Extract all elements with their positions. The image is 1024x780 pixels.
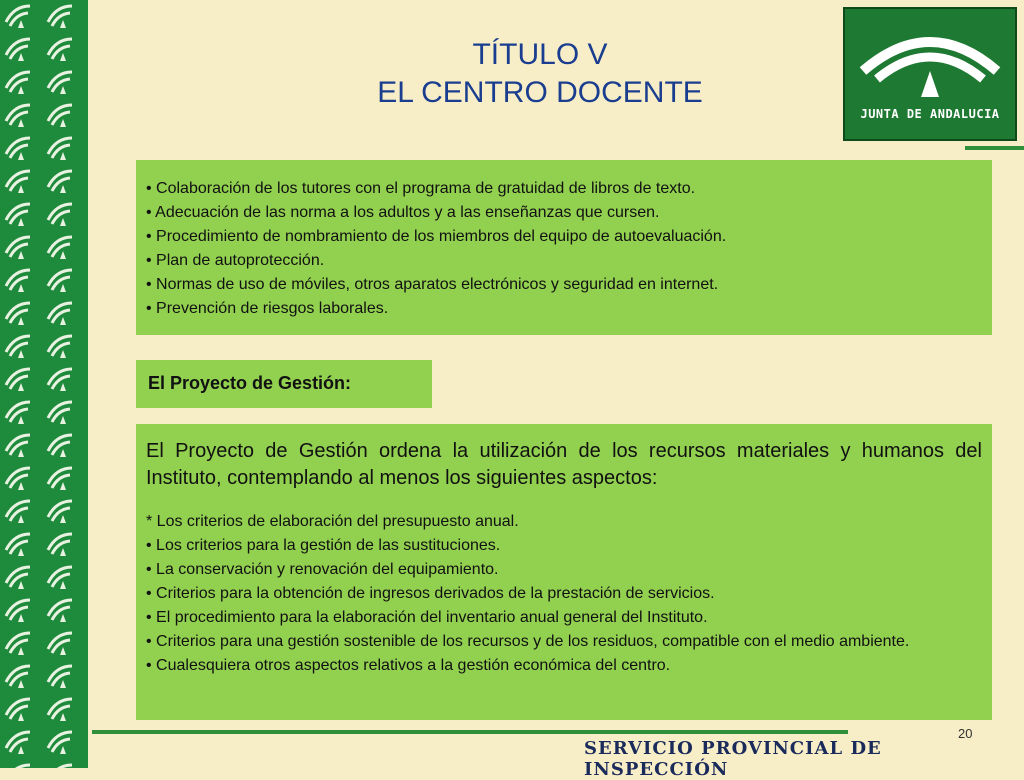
emblem-mark-icon bbox=[6, 468, 30, 490]
emblem-mark-icon bbox=[48, 204, 72, 226]
list-item: • El procedimiento para la elaboración del inventario anual general del Instituto. bbox=[146, 609, 708, 626]
emblem-mark-icon bbox=[6, 666, 30, 688]
emblem-mark-icon bbox=[48, 732, 72, 754]
footer-divider bbox=[92, 730, 848, 734]
emblem-mark-icon bbox=[6, 402, 30, 424]
emblem-mark-icon bbox=[6, 72, 30, 94]
emblem-mark-icon bbox=[48, 435, 72, 457]
slide-title bbox=[260, 36, 820, 112]
logo-text: JUNTA DE ANDALUCIA bbox=[860, 107, 1000, 121]
footer-title: SERVICIO PROVINCIAL DE INSPECCIÓN bbox=[584, 738, 882, 780]
emblem-mark-icon bbox=[48, 369, 72, 391]
emblem-mark-icon bbox=[6, 369, 30, 391]
section-heading: El Proyecto de Gestión: bbox=[136, 360, 432, 408]
emblem-mark-icon bbox=[6, 534, 30, 556]
junta-arcs-icon bbox=[845, 9, 1015, 105]
aspects-list-box bbox=[136, 160, 992, 335]
emblem-mark-icon bbox=[6, 501, 30, 523]
emblem-mark-icon bbox=[48, 336, 72, 358]
list-item: • Adecuación de las norma a los adultos y a las enseñanzas que cursen. bbox=[146, 204, 660, 221]
list-item: • Colaboración de los tutores con el programa de gratuidad de libros de texto. bbox=[146, 180, 696, 197]
emblem-mark-icon bbox=[48, 171, 72, 193]
emblem-mark-icon bbox=[48, 534, 72, 556]
emblem-mark-icon bbox=[48, 567, 72, 589]
emblem-mark-icon bbox=[6, 270, 30, 292]
intro-paragraph: El Proyecto de Gestión ordena la utilización de los recursos materiales y humanos del Instituto, contemplando al menos los siguientes aspectos: bbox=[146, 440, 982, 489]
list-item: • Criterios para una gestión sostenible de los recursos y de los residuos, compatible con el medio ambiente. bbox=[146, 633, 910, 650]
title-line-2: EL CENTRO DOCENTE bbox=[377, 76, 703, 109]
junta-emblem-pattern-icon bbox=[0, 0, 88, 768]
emblem-mark-icon bbox=[48, 270, 72, 292]
list-item: * Los criterios de elaboración del presupuesto anual. bbox=[146, 513, 519, 530]
emblem-mark-icon bbox=[6, 435, 30, 457]
emblem-mark-icon bbox=[6, 171, 30, 193]
emblem-mark-icon bbox=[48, 600, 72, 622]
emblem-mark-icon bbox=[48, 138, 72, 160]
list-item: • Criterios para la obtención de ingresos derivados de la prestación de servicios. bbox=[146, 585, 715, 602]
title-divider bbox=[965, 146, 1024, 150]
list-item: • Cualesquiera otros aspectos relativos a la gestión económica del centro. bbox=[146, 657, 671, 674]
decorative-sidebar bbox=[0, 0, 88, 768]
emblem-mark-icon bbox=[6, 600, 30, 622]
emblem-mark-icon bbox=[48, 6, 72, 28]
list-item: • Procedimiento de nombramiento de los miembros del equipo de autoevaluación. bbox=[146, 228, 727, 245]
junta-logo bbox=[843, 7, 1017, 141]
emblem-mark-icon bbox=[6, 699, 30, 721]
emblem-mark-icon bbox=[6, 732, 30, 754]
emblem-mark-icon bbox=[48, 402, 72, 424]
emblem-mark-icon bbox=[6, 633, 30, 655]
emblem-mark-icon bbox=[48, 237, 72, 259]
title-line-1: TÍTULO V bbox=[472, 38, 608, 71]
list-item: • Prevención de riesgos laborales. bbox=[146, 300, 389, 317]
emblem-mark-icon bbox=[48, 39, 72, 61]
emblem-mark-icon bbox=[6, 237, 30, 259]
emblem-mark-icon bbox=[48, 105, 72, 127]
emblem-mark-icon bbox=[6, 39, 30, 61]
list-item: • Los criterios para la gestión de las sustituciones. bbox=[146, 537, 501, 554]
emblem-mark-icon bbox=[6, 336, 30, 358]
list-item: • Normas de uso de móviles, otros aparatos electrónicos y seguridad en internet. bbox=[146, 276, 719, 293]
emblem-mark-icon bbox=[48, 468, 72, 490]
emblem-mark-icon bbox=[6, 138, 30, 160]
management-project-box bbox=[136, 424, 992, 720]
emblem-mark-icon bbox=[6, 105, 30, 127]
emblem-mark-icon bbox=[48, 633, 72, 655]
emblem-mark-icon bbox=[6, 6, 30, 28]
emblem-mark-icon bbox=[48, 72, 72, 94]
criteria-list bbox=[146, 510, 982, 678]
emblem-mark-icon bbox=[6, 204, 30, 226]
emblem-mark-icon bbox=[48, 666, 72, 688]
emblem-mark-icon bbox=[48, 501, 72, 523]
page-number: 20 bbox=[958, 726, 973, 741]
emblem-mark-icon bbox=[48, 303, 72, 325]
list-item: • Plan de autoprotección. bbox=[146, 252, 325, 269]
emblem-mark-icon bbox=[48, 699, 72, 721]
emblem-mark-icon bbox=[6, 303, 30, 325]
emblem-mark-icon bbox=[6, 567, 30, 589]
list-item: • La conservación y renovación del equipamiento. bbox=[146, 561, 499, 578]
